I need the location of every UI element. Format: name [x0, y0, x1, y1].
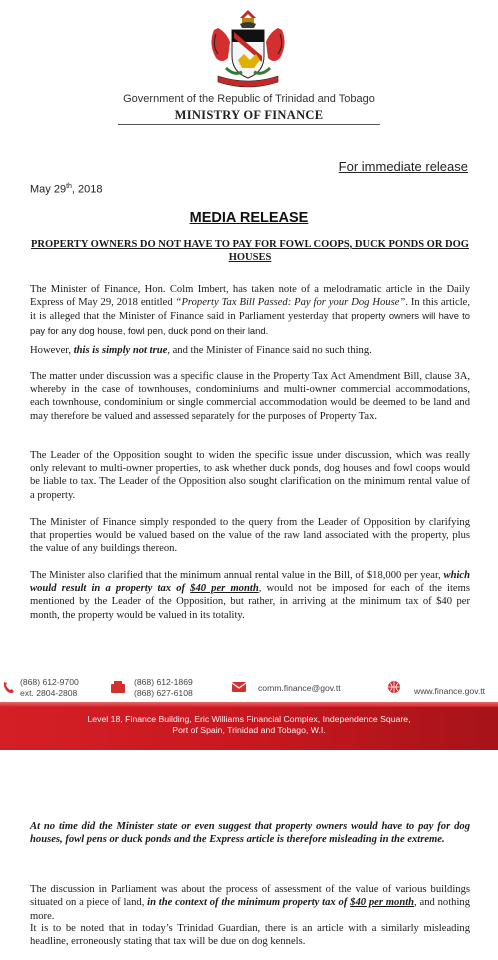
ministry-address: Level 18, Finance Building, Eric Williams Financial Complex, Independence Square, Port of Spain, Trinidad and Tobago, W.I.	[87, 714, 411, 735]
website-link[interactable]: www.finance.gov.tt	[414, 686, 486, 696]
paragraph-9: It is to be noted that in today’s Trinidad Guardian, there is an article with a similarly misleading headline, erroneously stating that tax will be due on dog kennels.	[30, 923, 470, 948]
paragraph-8: The discussion in Parliament was about the process of assessment of the value of various buildings situated on a piece of land, in the context of the minimum property tax of $40 per month, and nothing more.	[30, 884, 470, 922]
fax-icon	[110, 680, 126, 694]
release-type: For immediate release	[338, 159, 468, 174]
email-address[interactable]: comm.finance@gov.tt	[258, 683, 341, 693]
phone-2: (868) 612-1869 (868) 627-6108	[134, 677, 193, 698]
paragraph-7: At no time did the Minister state or even suggest that property owners would have to pay for dog houses, fowl pens or duck ponds and the Express article is therefore misleading in the extreme.	[30, 821, 470, 846]
paragraph-5: The Minister of Finance simply responded to the query from the Leader of Opposition by clarifying that properties would be valued based on the value of the raw land associated with the property, plus the value of any buildings thereon.	[30, 517, 470, 555]
contact-strip	[0, 674, 498, 702]
phone-1: (868) 612-9700 ext. 2804-2808	[20, 677, 79, 698]
phone-icon	[2, 680, 18, 694]
government-name: Government of the Republic of Trinidad and Tobago	[123, 93, 375, 105]
band-highlight	[0, 702, 498, 707]
release-date: May 29th, 2018	[30, 183, 103, 196]
paragraph-3: The matter under discussion was a specific clause in the Property Tax Act Amendment Bill, clause 3A, whereby in the case of townhouses, condominiums and multi-owner commercial accommodations, each townhouse, condominium or single commercial accommodation would be deemed to be land and may therefore be valued and assessed separately for the purposes of Property Tax.	[30, 371, 470, 422]
paragraph-1: The Minister of Finance, Hon. Colm Imbert, has taken note of a melodramatic article in the Daily Express of May 29, 2018 entitled “Property Tax Bill Passed: Pay for your Dog House”. In this article, it is alleged that the Minister of Finance said in Parliament yesterday that property owners will have to pay for any dog house, fowl pen, duck pond on their land.	[30, 284, 470, 336]
globe-icon	[386, 680, 402, 694]
paragraph-4: The Leader of the Opposition sought to widen the specific issue under discussion, which was really only relevant to multi-owner properties, to ask whether duck ponds, dog houses and fowl coops would be liable to tax. The Leader of the Opposition also sought clarification on the minimum rental value of a property.	[30, 450, 470, 501]
coat-of-arms-logo	[204, 6, 292, 92]
header-rule	[118, 124, 380, 125]
release-headline: PROPERTY OWNERS DO NOT HAVE TO PAY FOR FOWL COOPS, DUCK PONDS OR DOG HOUSES	[31, 239, 469, 263]
paragraph-2: However, this is simply not true, and the Minister of Finance said no such thing.	[30, 345, 372, 356]
address-band	[0, 702, 498, 750]
email-icon	[231, 680, 247, 694]
media-release-title: MEDIA RELEASE	[189, 210, 309, 226]
ministry-name: MINISTRY OF FINANCE	[174, 108, 324, 122]
paragraph-6: The Minister also clarified that the minimum annual rental value in the Bill, of $18,000 per year, which would result in a property tax of $40 per month, would not be imposed for each of the items mentioned by the Leader of the Opposition, but rather, in arriving at the minimum tax of $40 per month, the property would be valued in its totality.	[30, 570, 470, 621]
